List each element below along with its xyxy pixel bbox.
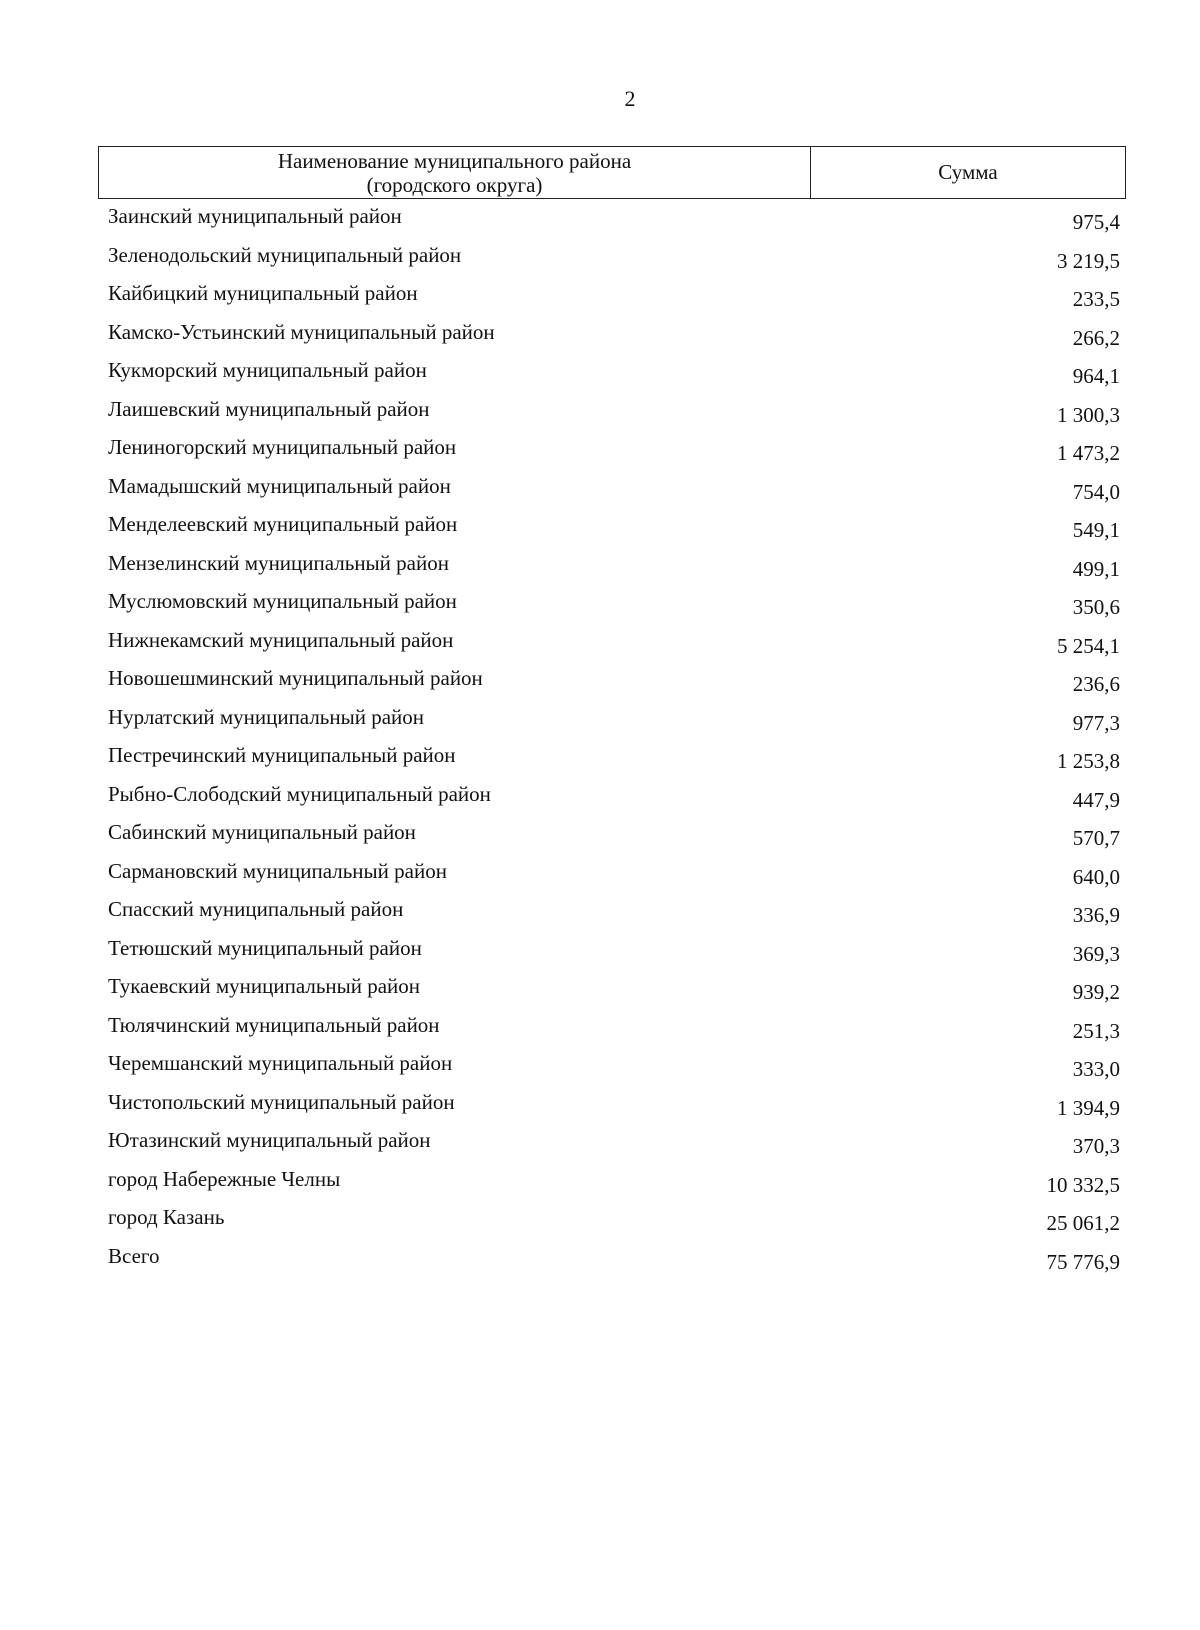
table-row [106, 857, 1120, 896]
table-body [106, 202, 1120, 1280]
row-value: 977,3 [1072, 710, 1120, 735]
row-value: 333,0 [1072, 1057, 1120, 1081]
column-header-name-line1: Наименование муниципального района [277, 149, 632, 173]
row-name: Нижнекамский муниципальный район [108, 627, 454, 652]
table-row [106, 780, 1120, 819]
row-name: Рыбно-Слободский муниципальный район [108, 781, 491, 806]
row-value: 1 300,3 [1057, 402, 1120, 427]
table-row [106, 549, 1120, 588]
row-name: Тетюшский муниципальный район [108, 935, 422, 960]
table-row [106, 587, 1120, 626]
table-row [106, 1165, 1120, 1204]
row-name: Черемшанский муниципальный район [108, 1051, 453, 1075]
row-name: Тукаевский муниципальный район [108, 974, 421, 998]
table-row [106, 279, 1120, 318]
table-row [106, 472, 1120, 511]
table-row [106, 241, 1120, 280]
row-value: 370,3 [1072, 1134, 1120, 1158]
row-value: 964,1 [1072, 364, 1120, 388]
row-value: 499,1 [1072, 556, 1120, 581]
row-name: город Набережные Челны [108, 1166, 341, 1191]
row-name: Спасский муниципальный район [108, 897, 404, 921]
row-value: 570,7 [1072, 826, 1120, 850]
row-value: 336,9 [1072, 903, 1120, 927]
row-name: Кукморский муниципальный район [108, 358, 427, 382]
table-row [106, 664, 1120, 703]
row-value: 549,1 [1072, 518, 1120, 542]
table-row [106, 741, 1120, 780]
table-row [106, 433, 1120, 472]
row-value: 447,9 [1072, 787, 1120, 812]
table-row [106, 934, 1120, 973]
table-row [106, 510, 1120, 549]
table-row [106, 626, 1120, 665]
table-row [106, 1049, 1120, 1088]
row-name: Кайбицкий муниципальный район [108, 281, 418, 305]
row-name: Менделеевский муниципальный район [108, 512, 458, 536]
row-value: 640,0 [1072, 864, 1120, 889]
table-row [106, 356, 1120, 395]
row-value: 251,3 [1072, 1018, 1120, 1043]
row-name: Сабинский муниципальный район [108, 820, 416, 844]
table-row [106, 1203, 1120, 1242]
page-number: 2 [624, 86, 636, 111]
total-label: Всего [108, 1243, 160, 1268]
row-name: Тюлячинский муниципальный район [108, 1012, 440, 1037]
row-name: город Казань [108, 1205, 225, 1229]
row-name: Лениногорский муниципальный район [108, 435, 457, 459]
column-header-sum: Сумма [938, 160, 998, 184]
row-name: Муслюмовский муниципальный район [108, 589, 457, 613]
row-name: Мензелинский муниципальный район [108, 550, 449, 575]
table-row [106, 202, 1120, 241]
table-row [106, 895, 1120, 934]
row-name: Сармановский муниципальный район [108, 858, 447, 883]
table-row [106, 1126, 1120, 1165]
row-value: 10 332,5 [1046, 1172, 1120, 1197]
table-row [106, 1011, 1120, 1050]
row-value: 1 473,2 [1057, 441, 1120, 465]
table-row [106, 972, 1120, 1011]
total-row [106, 1242, 1120, 1281]
row-value: 369,3 [1072, 941, 1120, 966]
table-header [98, 146, 1126, 199]
row-value: 5 254,1 [1057, 633, 1120, 658]
row-value: 1 253,8 [1057, 749, 1120, 773]
row-name: Камско-Устьинский муниципальный район [108, 319, 495, 344]
row-value: 25 061,2 [1046, 1211, 1120, 1235]
row-value: 3 219,5 [1057, 248, 1120, 273]
table-row [106, 318, 1120, 357]
row-value: 236,6 [1072, 672, 1120, 696]
row-name: Лаишевский муниципальный район [108, 396, 430, 421]
row-value: 1 394,9 [1057, 1095, 1120, 1120]
row-name: Мамадышский муниципальный район [108, 473, 451, 498]
table-row [106, 395, 1120, 434]
table-row [106, 818, 1120, 857]
row-value: 754,0 [1072, 479, 1120, 504]
column-header-name [99, 147, 811, 198]
row-name: Нурлатский муниципальный район [108, 704, 425, 729]
row-value: 233,5 [1072, 287, 1120, 311]
row-value: 266,2 [1072, 325, 1120, 350]
row-name: Заинский муниципальный район [108, 204, 402, 228]
row-value: 350,6 [1072, 595, 1120, 619]
row-name: Новошешминский муниципальный район [108, 666, 483, 690]
row-value: 939,2 [1072, 980, 1120, 1004]
row-name: Зеленодольский муниципальный район [108, 242, 462, 267]
row-name: Пестречинский муниципальный район [108, 743, 456, 767]
table-row [106, 703, 1120, 742]
row-value: 975,4 [1072, 210, 1120, 234]
column-header-name-line2: (городского округа) [366, 173, 543, 197]
row-name: Чистопольский муниципальный район [108, 1089, 455, 1114]
table-row [106, 1088, 1120, 1127]
total-value: 75 776,9 [1046, 1249, 1120, 1274]
row-name: Ютазинский муниципальный район [108, 1128, 431, 1152]
